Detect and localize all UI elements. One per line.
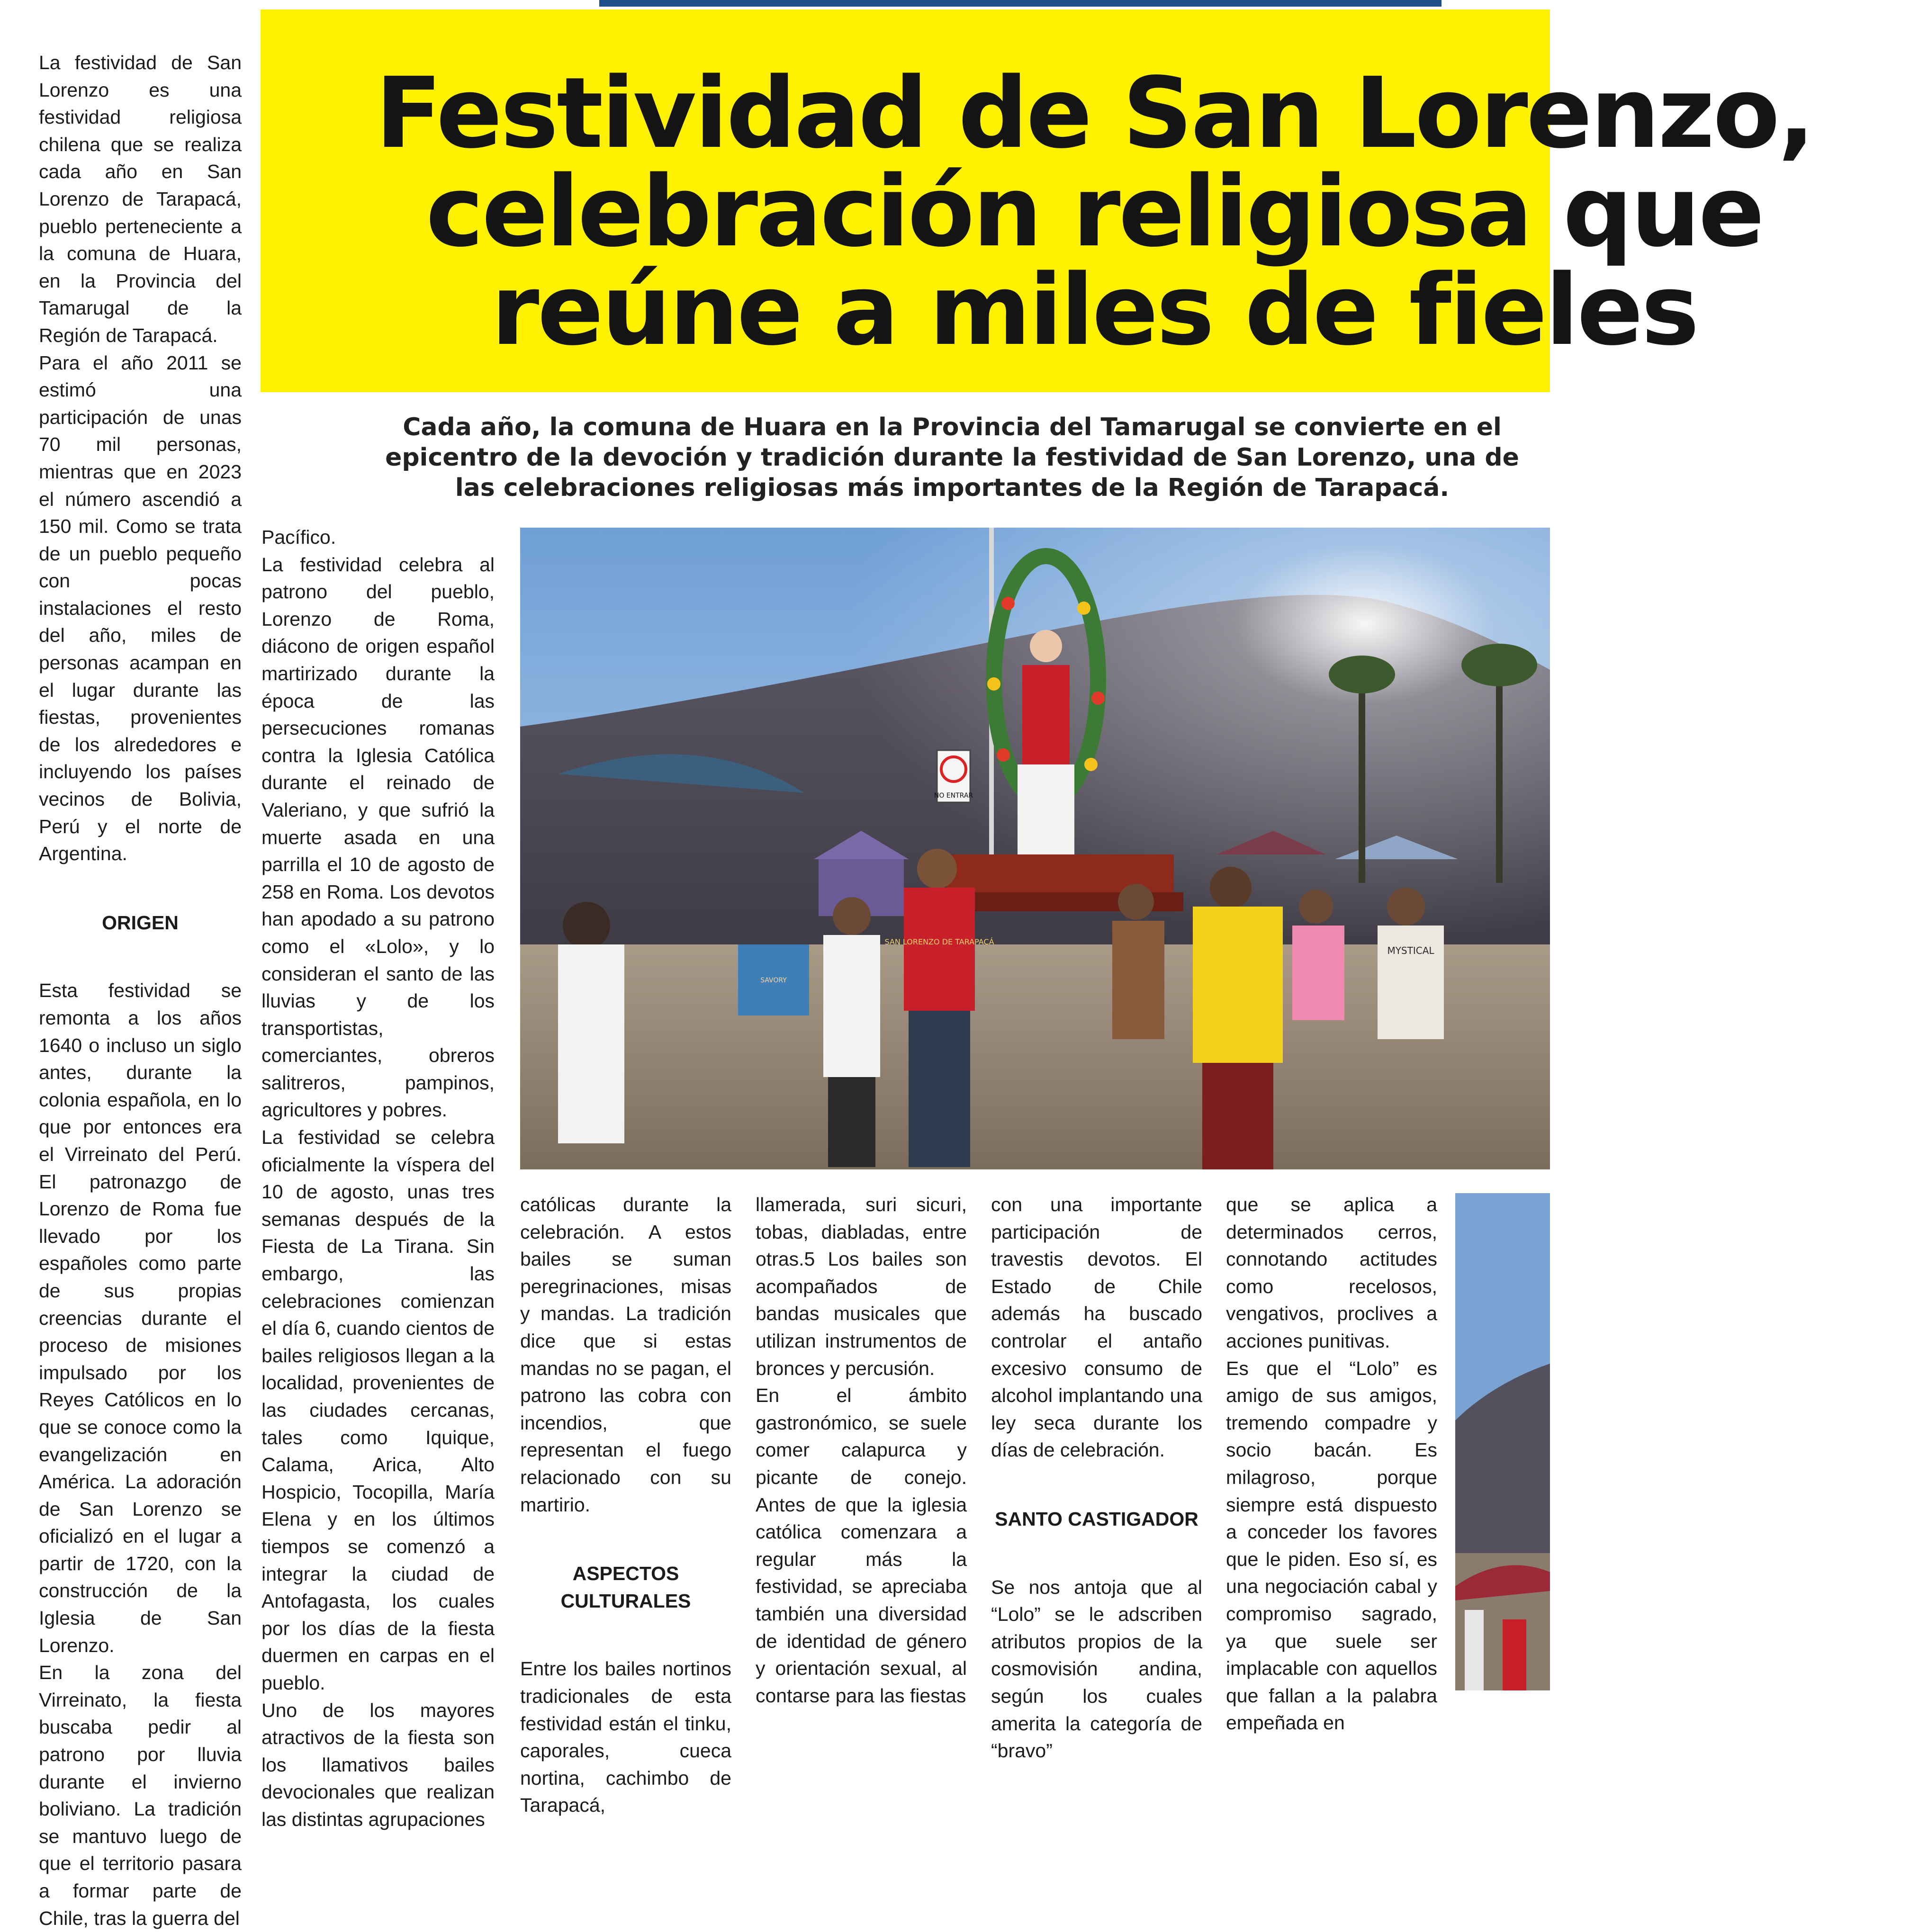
shirt2-text: MYSTICAL xyxy=(1387,945,1434,956)
article-column-6 xyxy=(1226,1191,1437,1737)
headline-line-1: Festividad de San Lorenzo, xyxy=(375,56,1813,170)
paragraph: Para el año 2011 se estimó una participación de unas 70 mil personas, mientras que en 2023 el número ascendió a 150 mil. Como se trata de un pueblo pequeño con pocas instalaciones el resto del año, miles de personas acampan en el lugar durante las fiestas, provenientes de los alrededores e incluyendo los países vecinos de Bolivia, Perú y el norte de Argentina. xyxy=(39,351,242,865)
section-heading-aspectos-culturales: ASPECTOS CULTURALES xyxy=(560,1563,691,1612)
paragraph: Pacífico. xyxy=(261,526,336,548)
article-column-4 xyxy=(756,1191,967,1709)
headline-banner xyxy=(261,9,1813,392)
paragraph: En el ámbito gastronómico, se suele comer calapurca y picante de conejo. Antes de que la iglesia católica comenzara a regular más la festividad, se apreciaba también una diversidad de identidad de género y orientación sexual, al contarse para las fiestas xyxy=(756,1384,967,1707)
paragraph: católicas durante la celebración. A estos bailes se suman peregrinaciones, misas y mandas. La tradición dice que si estas mandas no se pagan, el patrono las cobra con incendios, que representan el fuego relacionado con su martirio. xyxy=(520,1194,731,1516)
section-heading-origen: ORIGEN xyxy=(102,911,179,934)
paragraph: La festividad se celebra oficialmente la víspera del 10 de agosto, unas tres semanas después de la Fiesta de La Tirana. Sin embargo, las celebraciones comienzan el día 6, cuando cientos de bailes religiosos llegan a la localidad, provenientes de las ciudades cercanas, tales como Iquique, Calama, Arica, Alto Hospicio, Tocopilla, María Elena y en los últimos tiempos se comenzó a integrar la ciudad de Antofagasta, los cuales por los días de la fiesta duermen en carpas en el pueblo. xyxy=(261,1126,495,1694)
paragraph: En la zona del Virreinato, la fiesta buscaba pedir al patrono por lluvia durante el invierno boliviano. La tradición se mantuvo luego de que el territorio pasara a formar parte de Chile, tras la guerra del xyxy=(39,1662,242,1929)
procession-photo-illustration xyxy=(520,528,1550,1169)
paragraph: Es que el “Lolo” es amigo de sus amigos, tremendo compadre y socio bacán. Es milagroso, porque siempre está dispuesto a conceder los favores que le piden. Eso sí, es una negociación cabal y compromiso sagrado, ya que suele ser implacable con aquellos que fallan a la palabra empeñada en xyxy=(1226,1357,1437,1734)
paragraph: Uno de los mayores atractivos de la fiesta son los llamativos bailes devocionales que realizan las distintas agrupaciones xyxy=(261,1699,495,1830)
headline-line-3: reúne a miles de fieles xyxy=(491,253,1698,367)
cooler-text: SAVORY xyxy=(760,977,787,984)
paragraph: con una importante participación de travestis devotos. El Estado de Chile además ha buscado controlar el antaño excesivo consumo de alcohol implantando una ley seca durante los días de celebración. xyxy=(991,1194,1202,1461)
paragraph: llamerada, suri sicuri, tobas, diabladas, entre otras.5 Los bailes son acompañados de bandas musicales que utilizan instrumentos de bronces y percusión. xyxy=(756,1194,967,1379)
paragraph: La festividad celebra al patrono del pueblo, Lorenzo de Roma, diácono de origen español martirizado durante la época de las persecuciones romanas contra la Iglesia Católica durante el reinado de Valeriano, y que sufrió la muerte asada en una parrilla el 10 de agosto de 258 en Roma. Los devotos han apodado a su patrono como el «Lolo», y lo consideran el santo de las lluvias y de los transportistas, comerciantes, obreros salitreros, pampinos, agricultores y pobres. xyxy=(261,553,495,1121)
paragraph: La festividad de San Lorenzo es una festividad religiosa chilena que se realiza cada año en San Lorenzo de Tarapacá, pueblo perteneciente a la comuna de Huara, en la Provincia del Tamarugal de la Región de Tarapacá. xyxy=(39,52,242,346)
sign-label: NO ENTRAR xyxy=(934,792,973,800)
paragraph: Entre los bailes nortinos tradicionales de esta festividad están el tinku, caporales, cueca nortina, cachimbo de Tarapacá, xyxy=(520,1658,731,1816)
headline xyxy=(261,56,1928,367)
paragraph: Esta festividad se remonta a los años 1640 o incluso un siglo antes, durante la colonia española, en lo que por entonces era el Virreinato del Perú. El patronazgo de Lorenzo de Roma fue llevado por los españoles como parte de sus propias creencias durante el proceso de misiones impulsado por los Reyes Católicos en lo que se conoce como la evangelización en América. La adoración de San Lorenzo se oficializó en el lugar a partir de 1720, con la construcción de la Iglesia de San Lorenzo. xyxy=(39,979,242,1656)
secondary-photo-illustration xyxy=(1455,1193,1550,1690)
article-column-5 xyxy=(991,1191,1202,1765)
article-column-3 xyxy=(520,1191,731,1819)
paragraph: Se nos antoja que al “Lolo” se le adscriben atributos propios de la cosmovisión andina, según los cuales amerita la categoría de “bravo” xyxy=(991,1576,1202,1762)
section-heading-santo-castigador: SANTO CASTIGADOR xyxy=(995,1508,1198,1530)
headline-line-2: celebración religiosa que xyxy=(425,155,1763,269)
article-column-1 xyxy=(39,49,242,1932)
paragraph: que se aplica a determinados cerros, connotando actitudes como recelosos, vengativos, proclives a acciones punitivas. xyxy=(1226,1194,1437,1352)
shirt-text: SAN LORENZO DE TARAPACÁ xyxy=(884,937,994,946)
lead-paragraph: Cada año, la comuna de Huara en la Provincia del Tamarugal se convierte en el epicentro de la devoción y tradición durante la festividad de San Lorenzo, una de las celebraciones religiosas más importantes de la Región de Tarapacá. xyxy=(385,413,1519,502)
article-column-2 xyxy=(261,524,495,1833)
procession-photo xyxy=(520,528,1550,1169)
secondary-photo xyxy=(1455,1193,1550,1690)
top-color-bar xyxy=(599,0,1441,7)
